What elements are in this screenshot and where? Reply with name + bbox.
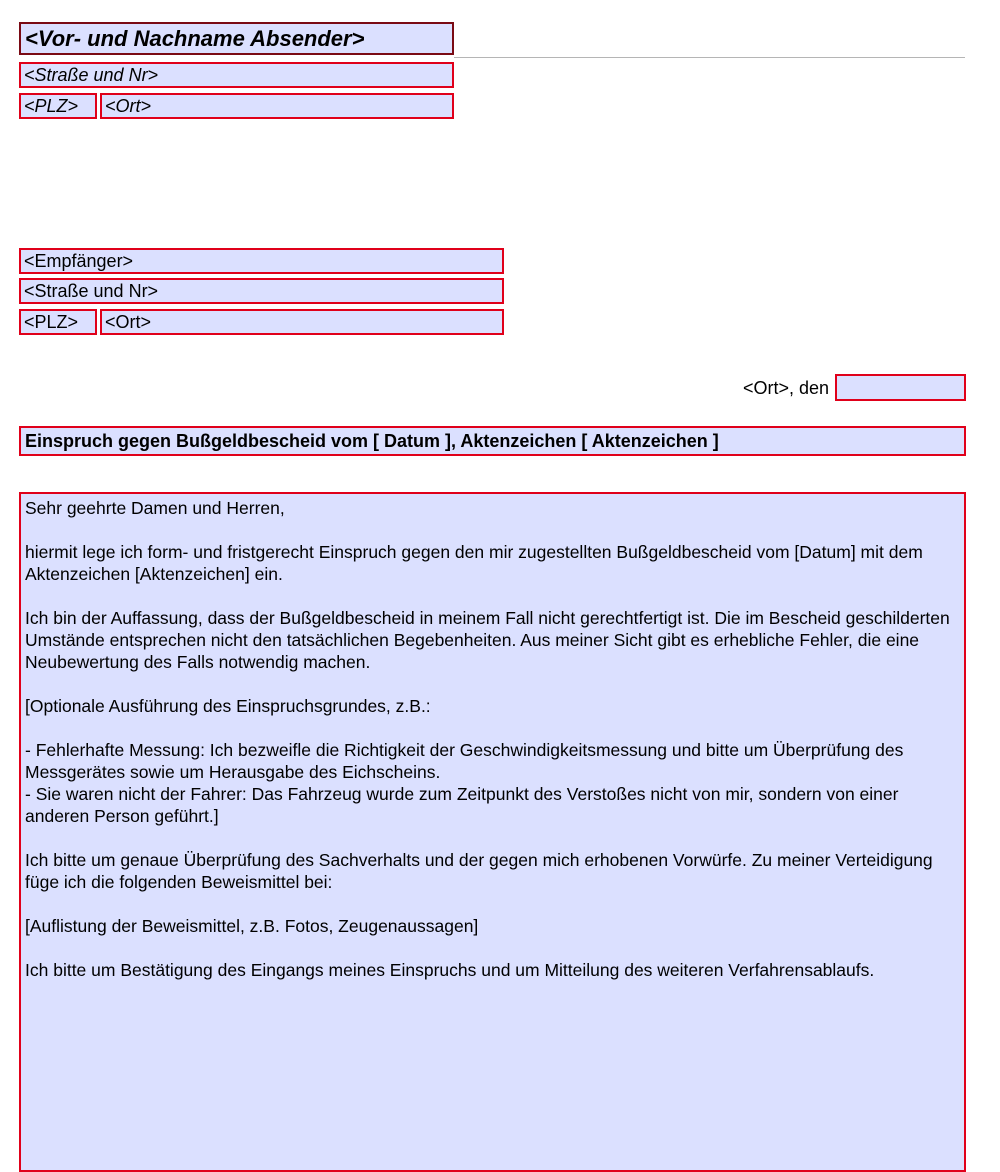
body-paragraph-closing: Ich bitte um Bestätigung des Eingangs meines Einspruchs und um Mitteilung des weiteren Verfahrensablaufs. [25, 960, 875, 980]
body-paragraph-intro: hiermit lege ich form- und fristgerecht Einspruch gegen den mir zugestellten Bußgeldbescheid vom [Datum] mit dem Aktenzeichen [Aktenzeichen] ein. [25, 542, 923, 584]
body-paragraph-optional-reasons: [Optionale Ausführung des Einspruchsgrundes, z.B.: [25, 696, 431, 716]
body-paragraph-opinion: Ich bin der Auffassung, dass der Bußgeldbescheid in meinem Fall nicht gerechtfertigt ist. Die im Bescheid geschilderten Umstände entsprechen nicht den tatsächlichen Begebenheiten. Aus meiner Sicht gibt es erhebliche Fehler, die eine Neubewertung des Falls notwendig machen. [25, 608, 950, 672]
body-paragraph-evidence: [Auflistung der Beweismittel, z.B. Fotos, Zeugenaussagen] [25, 916, 479, 936]
sender-divider [454, 57, 965, 58]
recipient-name-field[interactable]: <Empfänger> [19, 248, 504, 274]
sender-ort-field[interactable]: <Ort> [100, 93, 454, 119]
recipient-plz-field[interactable]: <PLZ> [19, 309, 97, 335]
subject-field[interactable]: Einspruch gegen Bußgeldbescheid vom [ Datum ], Aktenzeichen [ Aktenzeichen ] [19, 426, 966, 456]
date-line-label: <Ort>, den [742, 378, 829, 398]
sender-street-field[interactable]: <Straße und Nr> [19, 62, 454, 88]
sender-name-field[interactable]: <Vor- und Nachname Absender> [19, 22, 454, 55]
salutation: Sehr geehrte Damen und Herren, [25, 498, 285, 518]
reason-measurement: - Fehlerhafte Messung: Ich bezweifle die Richtigkeit der Geschwindigkeitsmessung und bitte um Überprüfung des Messgerätes sowie um Herausgabe des Eichscheins. [25, 740, 904, 782]
recipient-ort-field[interactable]: <Ort> [100, 309, 504, 335]
letter-body-field[interactable] [19, 492, 966, 1172]
body-paragraph-review: Ich bitte um genaue Überprüfung des Sachverhalts und der gegen mich erhobenen Vorwürfe. Zu meiner Verteidigung füge ich die folgenden Beweismittel bei: [25, 850, 933, 892]
recipient-street-field[interactable]: <Straße und Nr> [19, 278, 504, 304]
reason-driver: - Sie waren nicht der Fahrer: Das Fahrzeug wurde zum Zeitpunkt des Verstoßes nicht von mir, sondern von einer anderen Person geführt.] [25, 784, 899, 826]
sender-plz-field[interactable]: <PLZ> [19, 93, 97, 119]
date-field[interactable] [835, 374, 966, 401]
